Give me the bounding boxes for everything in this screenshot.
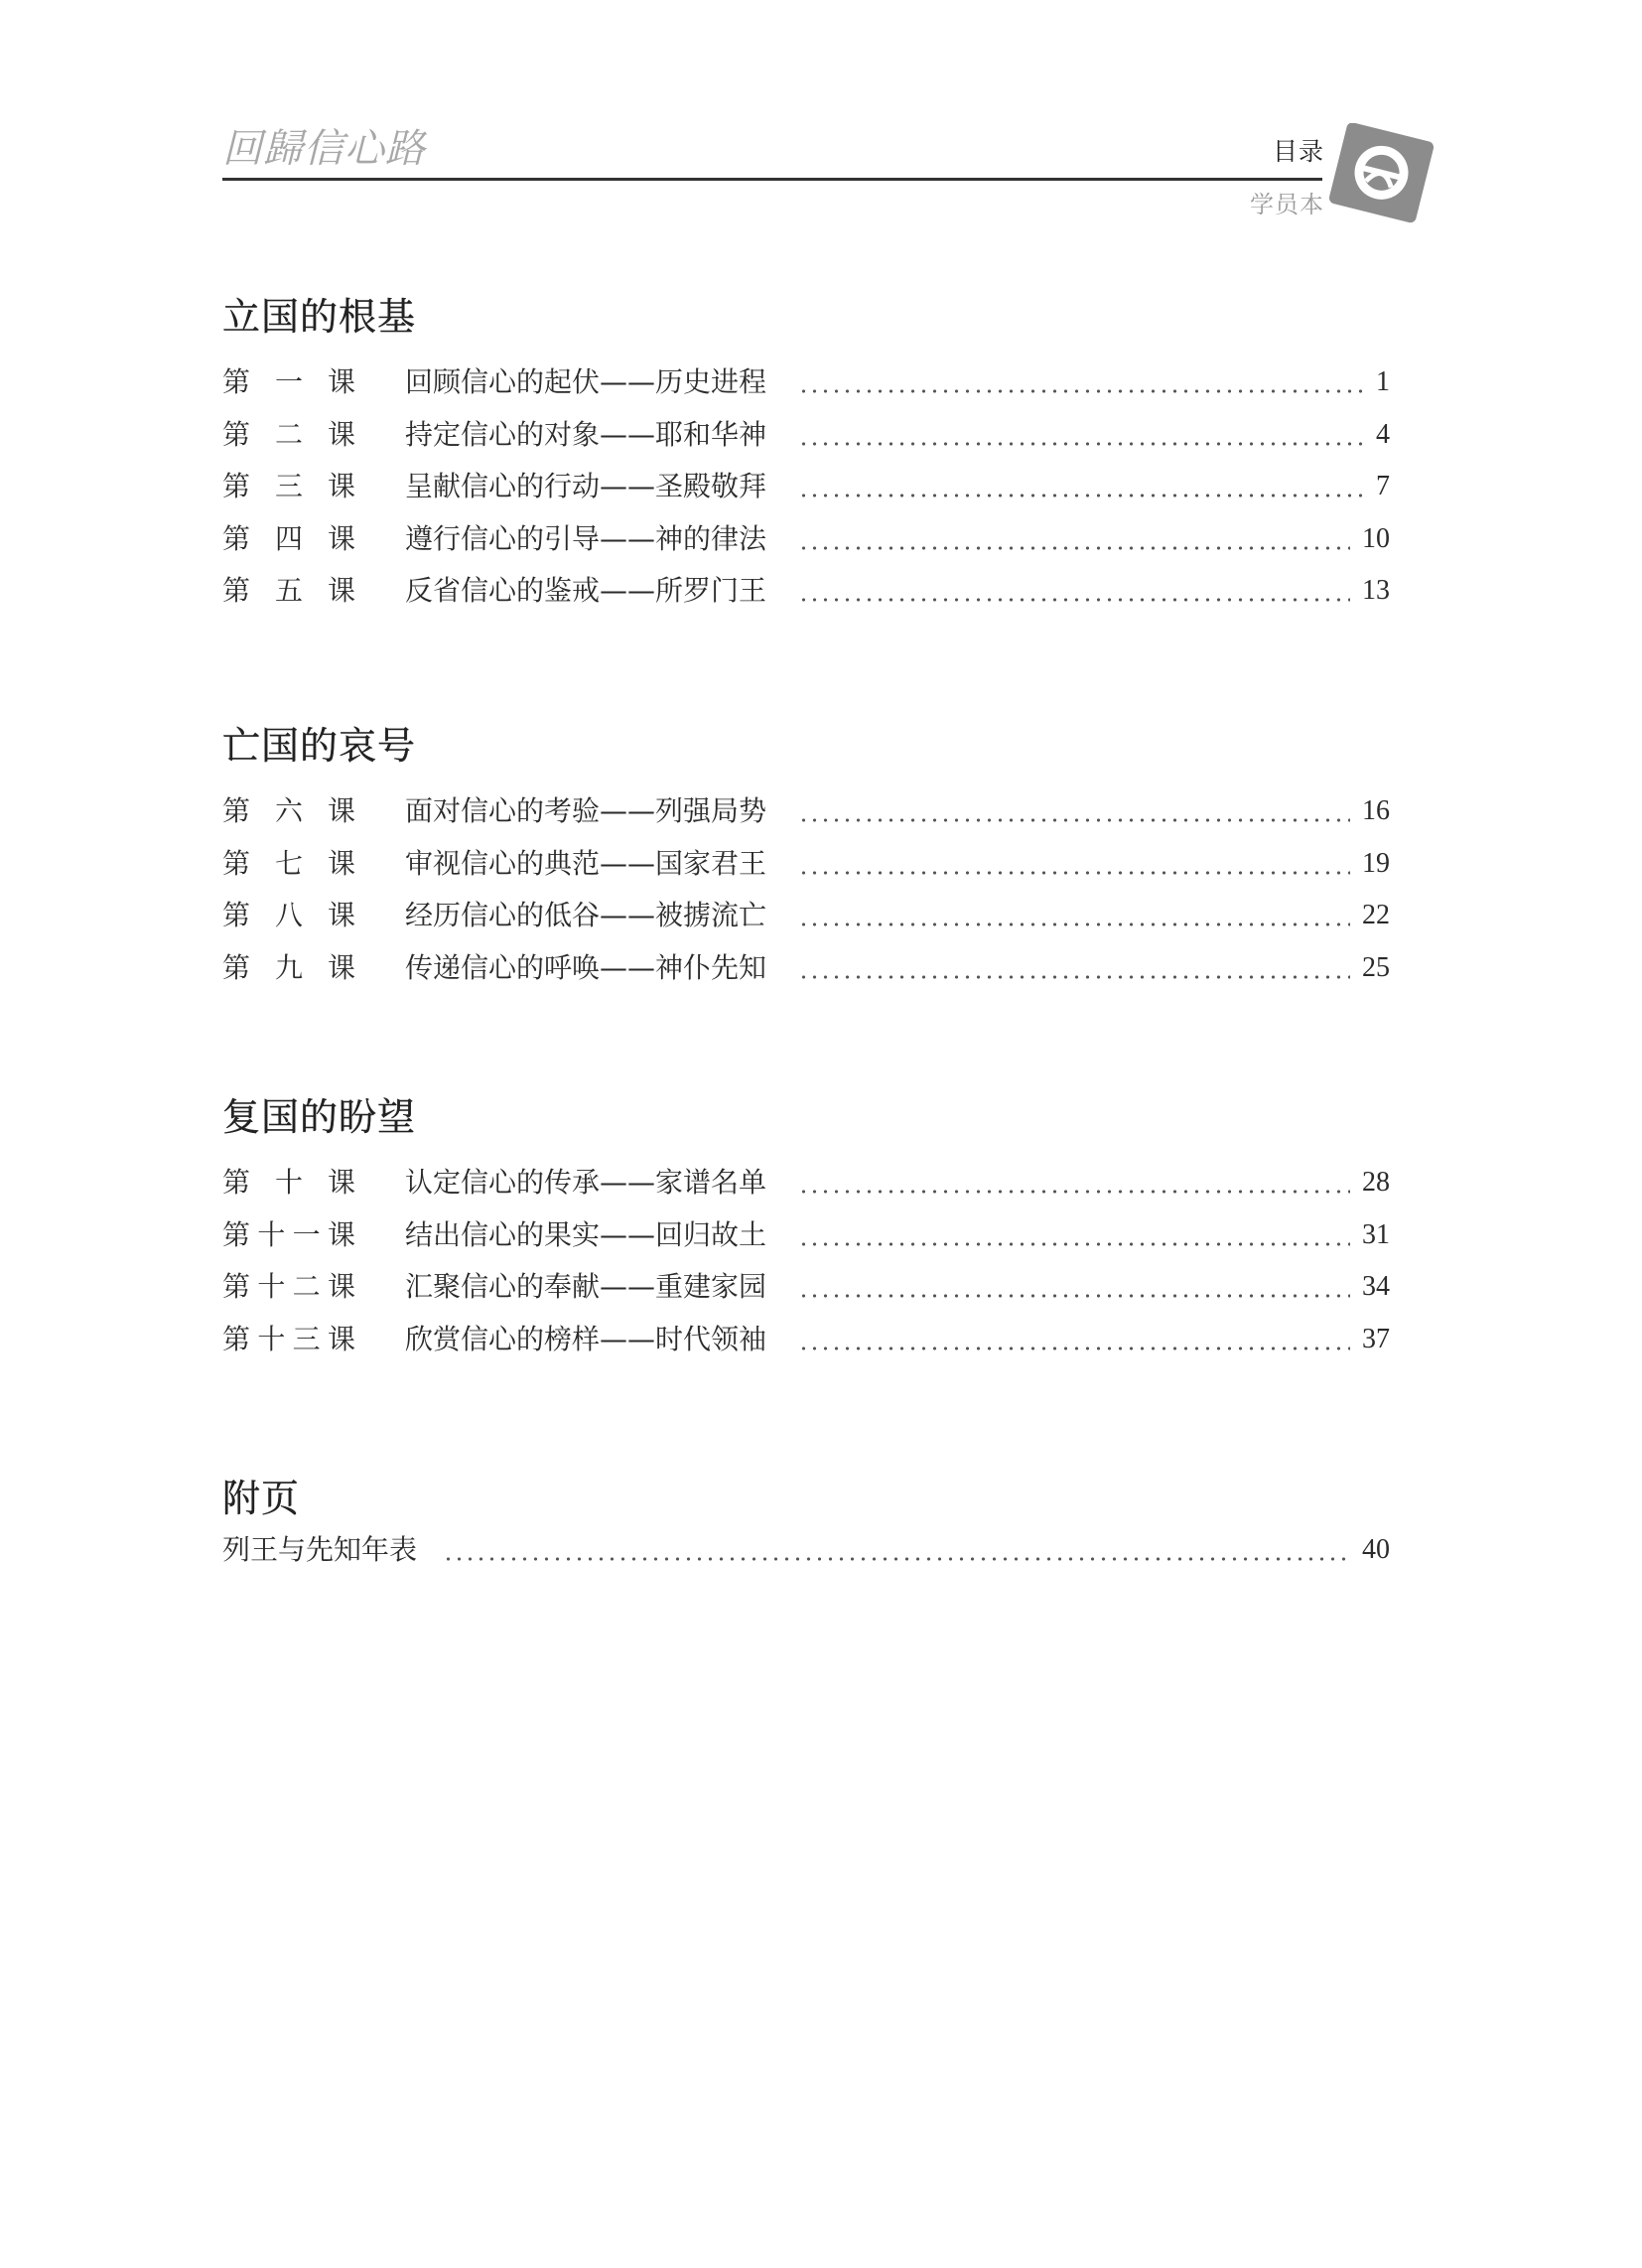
lesson-title: 审视信心的典范——国家君王	[405, 846, 767, 880]
dot-leader	[798, 1209, 1350, 1262]
lesson-number: 第五课	[222, 574, 355, 608]
lesson-title: 面对信心的考验——列强局势	[405, 794, 767, 827]
dot-leader	[798, 565, 1350, 618]
toc-entry[interactable]	[222, 890, 1414, 942]
toc-entry[interactable]	[222, 942, 1414, 995]
header-divider	[222, 178, 1322, 181]
toc-entry[interactable]	[222, 1157, 1414, 1209]
header-logo: 回歸信心路	[222, 126, 426, 172]
lesson-title: 欣赏信心的榜样——时代领袖	[405, 1322, 767, 1355]
toc-entry[interactable]	[222, 461, 1414, 513]
lesson-title: 传递信心的呼唤——神仆先知	[405, 950, 767, 984]
lesson-number: 第四课	[222, 521, 355, 555]
page-subtitle: 学员本	[1250, 191, 1324, 218]
lesson-number: 第七课	[222, 846, 355, 880]
page-number: 16	[1362, 795, 1390, 826]
dot-leader	[798, 356, 1364, 409]
lesson-title: 持定信心的对象——耶和华神	[405, 417, 767, 451]
dot-leader	[798, 1157, 1350, 1209]
toc-entry[interactable]	[222, 356, 1414, 409]
section-title: 附页	[222, 1477, 301, 1520]
dot-leader	[443, 1524, 1350, 1577]
toc-section-appendix	[222, 1468, 1414, 1577]
toc-entry[interactable]	[222, 1209, 1414, 1262]
lesson-number: 第九课	[222, 950, 355, 984]
toc-section-2	[222, 715, 1414, 994]
lesson-number: 第八课	[222, 899, 355, 932]
page-number: 37	[1362, 1323, 1390, 1354]
toc-entry[interactable]	[222, 1314, 1414, 1366]
lesson-title: 经历信心的低谷——被掳流亡	[405, 899, 767, 932]
toc-entry[interactable]	[222, 1524, 1414, 1577]
toc-list	[222, 1524, 1414, 1577]
page-number: 19	[1362, 847, 1390, 879]
dot-leader	[798, 1314, 1350, 1366]
page-number: 28	[1362, 1167, 1390, 1198]
toc-list	[222, 356, 1414, 618]
page-number: 1	[1376, 366, 1390, 397]
lesson-number: 第二课	[222, 417, 355, 451]
dot-leader	[798, 890, 1350, 942]
toc-entry[interactable]	[222, 513, 1414, 566]
dot-leader	[798, 785, 1350, 838]
lesson-number: 第一课	[222, 365, 355, 398]
page-number: 34	[1362, 1271, 1390, 1303]
toc-entry[interactable]	[222, 409, 1414, 462]
section-title: 复国的盼望	[222, 1095, 417, 1139]
dot-leader	[798, 942, 1350, 995]
page-number: 13	[1362, 575, 1390, 607]
page-number: 4	[1376, 418, 1390, 450]
section-title: 亡国的哀号	[222, 724, 417, 768]
toc-entry[interactable]	[222, 785, 1414, 838]
toc-entry[interactable]	[222, 1261, 1414, 1314]
page-number: 7	[1376, 471, 1390, 502]
lesson-title: 呈献信心的行动——圣殿敬拜	[405, 470, 767, 503]
lesson-title: 汇聚信心的奉献——重建家园	[405, 1270, 767, 1304]
page-number: 31	[1362, 1218, 1390, 1250]
dot-leader	[798, 838, 1350, 891]
toc-list	[222, 785, 1414, 994]
page-number: 22	[1362, 900, 1390, 931]
dot-leader	[798, 461, 1364, 513]
lesson-number: 第十课	[222, 1166, 355, 1199]
lesson-number: 第三课	[222, 470, 355, 503]
page-number: 40	[1362, 1534, 1390, 1565]
lesson-number: 第六课	[222, 794, 355, 827]
page-number: 25	[1362, 951, 1390, 983]
lesson-title: 遵行信心的引导——神的律法	[405, 521, 767, 555]
page-title: 目录	[1272, 137, 1324, 166]
toc-section-1	[222, 286, 1414, 618]
lesson-title: 结出信心的果实——回归故土	[405, 1217, 767, 1251]
lesson-title: 回顾信心的起伏——历史进程	[405, 365, 767, 398]
appendix-title: 列王与先知年表	[222, 1533, 418, 1566]
tilted-square-emblem-icon	[1326, 123, 1437, 230]
page-number: 10	[1362, 522, 1390, 554]
dot-leader	[798, 513, 1350, 566]
dot-leader	[798, 1261, 1350, 1314]
toc-entry[interactable]	[222, 565, 1414, 618]
section-title: 立国的根基	[222, 295, 417, 339]
lesson-title: 反省信心的鉴戒——所罗门王	[405, 574, 767, 608]
toc-section-3	[222, 1086, 1414, 1365]
lesson-number: 第十三课	[222, 1322, 355, 1355]
lesson-title: 认定信心的传承——家谱名单	[405, 1166, 767, 1199]
lesson-number: 第十二课	[222, 1270, 355, 1304]
toc-entry[interactable]	[222, 838, 1414, 891]
lesson-number: 第十一课	[222, 1217, 355, 1251]
dot-leader	[798, 409, 1364, 462]
toc-list	[222, 1157, 1414, 1365]
